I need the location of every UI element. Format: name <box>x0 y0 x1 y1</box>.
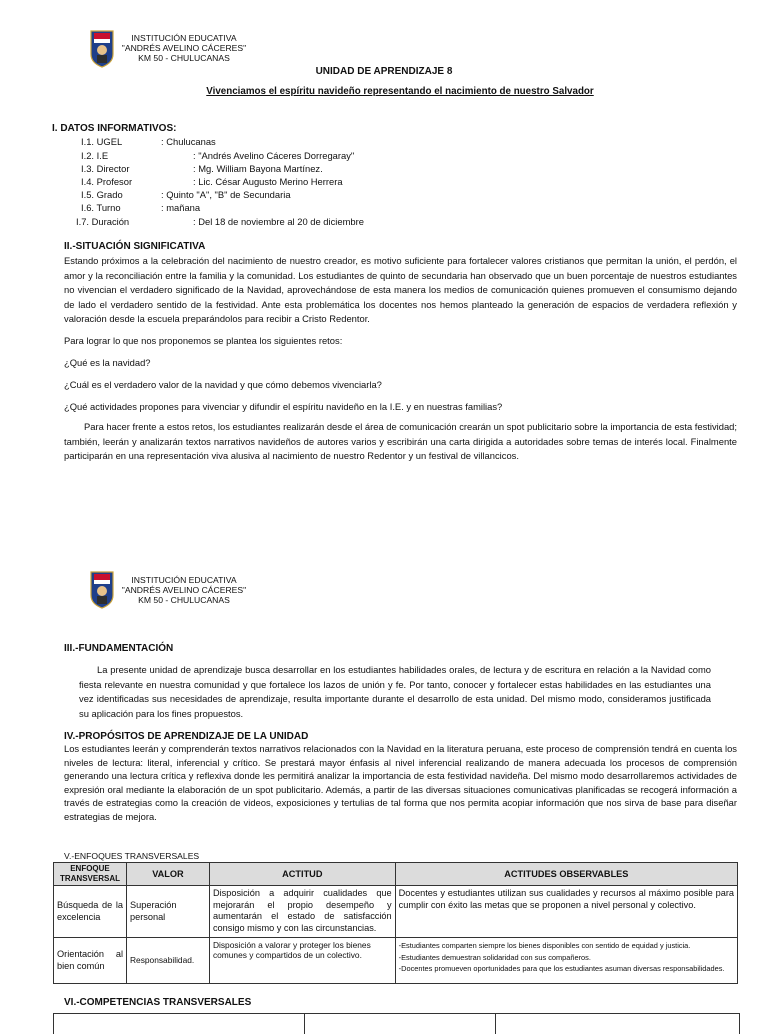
datos-label: I.7. Duración <box>76 216 130 227</box>
school-crest-icon <box>89 28 115 68</box>
situacion-question-3: ¿Qué actividades propones para vivenciar y difundir el espíritu navideño en la I.E. y en nuestras familias? <box>64 401 503 412</box>
actitud-cell: Disposición a valorar y proteger los bienes comunes y compartidos de un colectivo. <box>209 938 395 984</box>
table-header: ACTITUDES OBSERVABLES <box>395 863 737 886</box>
table-divider <box>495 1014 496 1034</box>
unit-title: UNIDAD DE APRENDIZAJE 8 <box>315 66 453 77</box>
school-crest-icon <box>89 569 115 609</box>
observables-cell: Docentes y estudiantes utilizan sus cualidades y recursos al máximo posible para cumplir con éxito las metas que se proponen a nivel personal y colectivo. <box>395 886 737 938</box>
institution-name: INSTITUCIÓN EDUCATIVA <box>131 575 237 585</box>
datos-value: : "Andrés Avelino Cáceres Dorregaray" <box>193 150 355 161</box>
enfoques-heading: V.-ENFOQUES TRANSVERSALES <box>64 851 200 861</box>
enfoque-cell: Búsqueda de la excelencia <box>54 886 127 938</box>
propositos-heading: IV.-PROPÓSITOS DE APRENDIZAJE DE LA UNIDAD <box>64 731 309 742</box>
situacion-heading: II.-SITUACIÓN SIGNIFICATIVA <box>64 241 206 252</box>
table-header-row <box>54 863 738 886</box>
enfoques-table <box>53 862 738 984</box>
unit-subtitle: Vivenciamos el espíritu navideño representando el nacimiento de nuestro Salvador <box>206 86 594 97</box>
institution-header <box>114 575 254 605</box>
institution-location: KM 50 - CHULUCANAS <box>138 53 230 63</box>
table-header: VALOR <box>126 863 209 886</box>
datos-value: : Chulucanas <box>161 136 216 147</box>
institution-school: "ANDRÉS AVELINO CÁCERES" <box>121 43 247 53</box>
institution-header <box>114 33 254 63</box>
datos-label: I.3. Director <box>81 163 130 174</box>
datos-row-ugel <box>81 136 122 148</box>
fundamentacion-heading: III.-FUNDAMENTACIÓN <box>64 643 174 654</box>
situacion-paragraph-1: Estando próximos a la celebración del nacimiento de nuestro creador, es motivo suficiente para fortalecer valores cristianos que permitan la unión, el perdón, el amor y la reconciliación entre la familia y la comunidad. Los estudiantes de quinto de secundaria han observado que un buen porcentaje de nuestros estudiantes no vivencian el verdadero significado de la Navidad, aprovechándose de esta manera los medios de comunicación quienes promueven el consumismo dejando de lado el verdadero sentido de la festividad. Ante esta problemática los docentes nos hemos planteado la generación de espacios de verdadera reflexión y valoración desde la escuela preparándolos para recibir a Cristo Redentor. <box>64 255 737 325</box>
datos-value: : Del 18 de noviembre al 20 de diciembre <box>193 216 364 227</box>
actitud-cell: Disposición a adquirir cualidades que mejorarán el propio desempeño y aumentarán el estado de satisfacción consigo mismo y con las circunstancias. <box>209 886 395 938</box>
table-header: ACTITUD <box>209 863 395 886</box>
table-row <box>54 938 738 984</box>
situacion-question-2: ¿Cuál es el verdadero valor de la navidad y que cómo debemos vivenciarla? <box>64 379 382 390</box>
propositos-paragraph: Los estudiantes leerán y comprenderán textos narrativos relacionados con la Navidad en la literatura peruana, este proceso de comprensión tendrá en cuenta los niveles de lectura: literal, inferencial y crítico. Se prestará mayor énfasis al nivel inferencial realizando de manera adecuada los procesos de comprensión generando una lectura crítica y reflexiva donde les permitirá analizar la importancia de esta festividad navideña. Del mismo modo desarrollaremos actividades de expresión oral mediante la elaboración de un spot publicitario. Además, a partir de las diversas situaciones comunicativas planificadas se recogerá información a través de estrategias como la creación de videos, exposiciones y tertulias de tal forma que nos permita acopiar información que nos sirva de base para diseñar estrategias de mejora. <box>64 743 737 822</box>
datos-label: I.2. I.E <box>81 150 109 161</box>
competencias-heading: VI.-COMPETENCIAS TRANSVERSALES <box>64 997 252 1008</box>
table-row <box>54 886 738 938</box>
situacion-paragraph-2: Para lograr lo que nos proponemos se plantea los siguientes retos: <box>64 335 343 346</box>
table-header: ENFOQUE TRANSVERSAL <box>54 863 127 886</box>
datos-label: I.4. Profesor <box>81 176 133 187</box>
enfoque-cell: Orientación al bien común <box>54 938 127 984</box>
datos-value: : Mg. William Bayona Martínez. <box>193 163 323 174</box>
table-divider <box>304 1014 305 1034</box>
datos-heading: I. DATOS INFORMATIVOS: <box>52 123 177 134</box>
datos-label: I.1. UGEL <box>81 136 123 147</box>
datos-value: : Lic. César Augusto Merino Herrera <box>193 176 343 187</box>
datos-value: : mañana <box>161 202 201 213</box>
datos-label: I.6. Turno <box>81 202 121 213</box>
institution-name: INSTITUCIÓN EDUCATIVA <box>131 33 237 43</box>
observable-item: -Estudiantes comparten siempre los bienes disponibles con sentido de equidad y justicia. <box>398 941 691 950</box>
situacion-question-1: ¿Qué es la navidad? <box>64 357 151 368</box>
institution-school: "ANDRÉS AVELINO CÁCERES" <box>121 585 247 595</box>
observable-item: -Estudiantes demuestran solidaridad con sus compañeros. <box>398 952 591 962</box>
institution-location: KM 50 - CHULUCANAS <box>138 595 230 605</box>
fundamentacion-paragraph: La presente unidad de aprendizaje busca desarrollar en los estudiantes habilidades orales, de lectura y de escritura en relación a la Navidad como fiesta relevante en nuestra comunidad y que fortalece los lazos de unión y fe. Por tanto, conocer y fortalecer estas habilidades en las estudiantes una vez identificadas sus necesidades de aprendizaje, resulta importante durante el desarrollo de esta unidad. Del mismo modo, consideramos justificada su aplicación para los fines propuestos. <box>79 664 711 719</box>
valor-cell: Responsabilidad. <box>126 938 209 984</box>
valor-cell: Superación personal <box>126 886 209 938</box>
observables-cell <box>395 938 737 984</box>
observable-item: -Docentes promueven oportunidades para que los estudiantes asuman diversas responsabilidades. <box>398 964 725 974</box>
datos-value: : Quinto "A", "B" de Secundaria <box>161 189 291 200</box>
situacion-paragraph-3: Para hacer frente a estos retos, los estudiantes realizarán desde el área de comunicación crearán un spot publicitario sobre la importancia de esta festividad; también, leerán y analizarán textos narrativos navideños de autores varios y escribirán una carta dirigida a autoridades sobre temas de interés local. Finalmente participarán en una representación viva alusiva al nacimiento de nuestro Redentor y un festival de villancicos. <box>64 421 737 462</box>
datos-label: I.5. Grado <box>81 189 123 200</box>
